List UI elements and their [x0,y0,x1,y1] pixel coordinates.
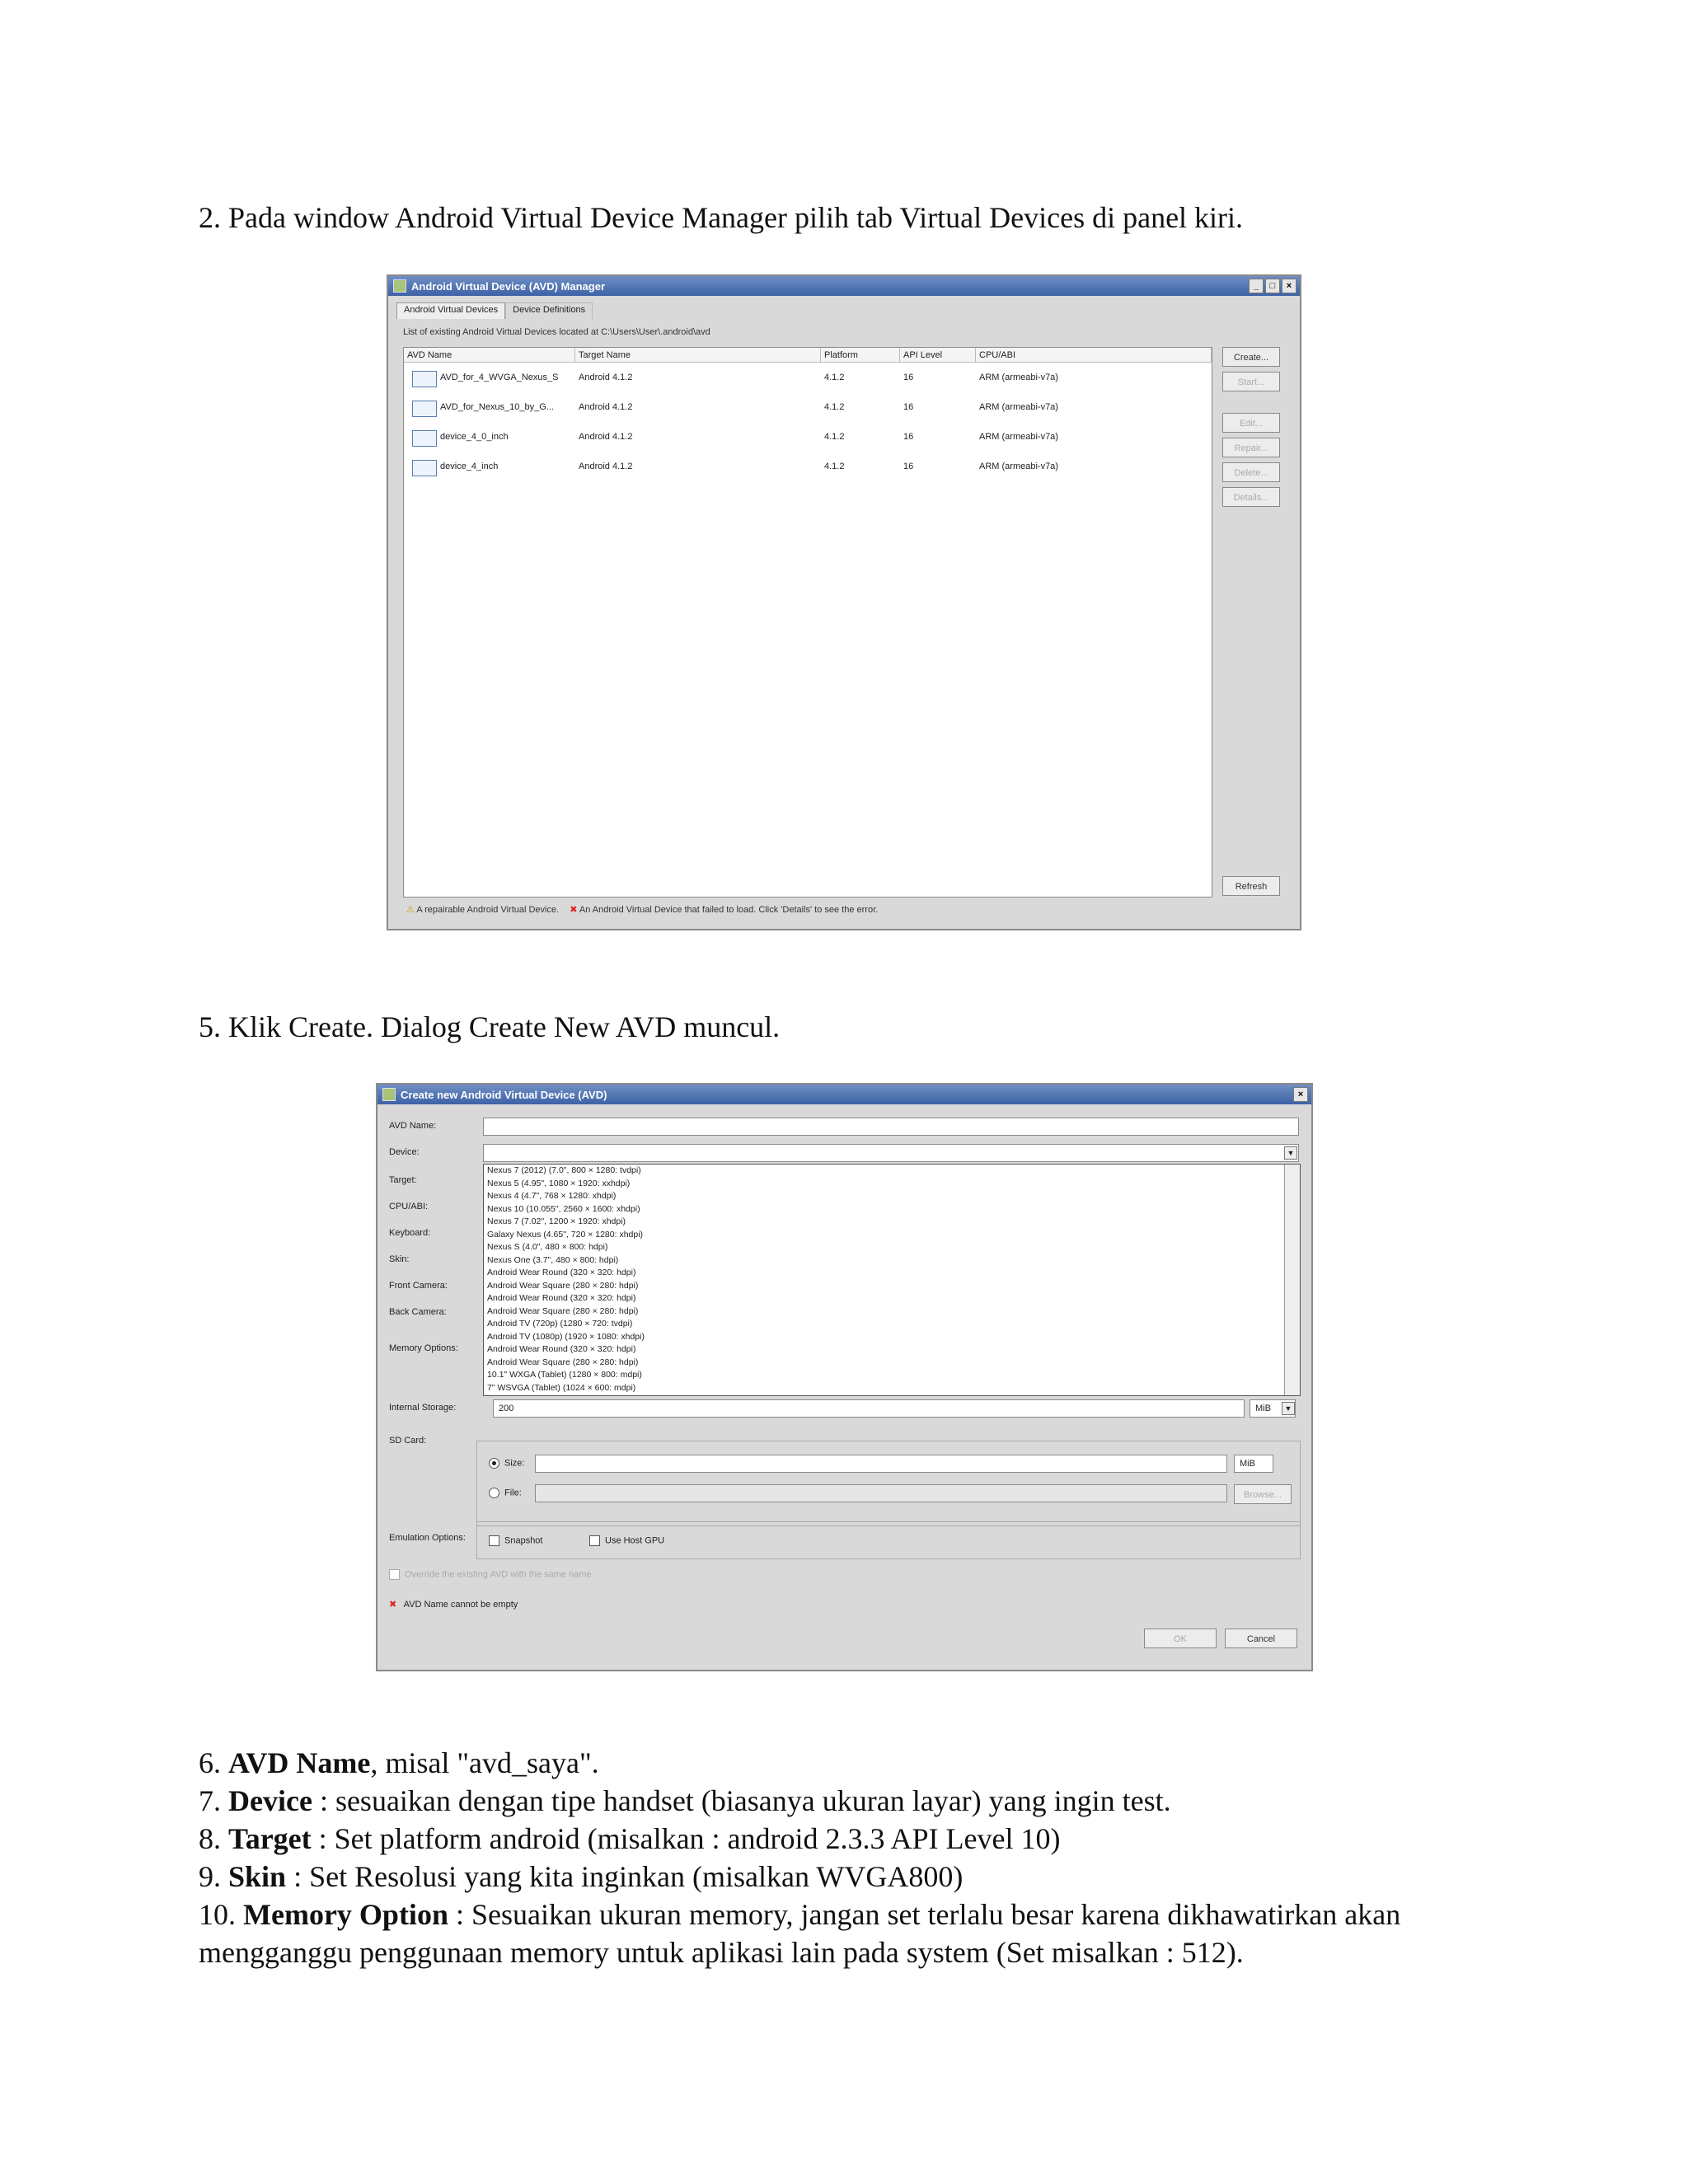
col-platform[interactable]: Platform [821,348,900,363]
browse-button[interactable]: Browse... [1234,1484,1292,1504]
avd-manager-window [387,274,1301,930]
device-icon [412,460,437,476]
avd-name-label: AVD Name: [389,1121,437,1131]
error-message: ✖ AVD Name cannot be empty [389,1600,518,1610]
chevron-down-icon[interactable]: ▼ [1282,1402,1295,1415]
memory-options-label: Memory Options: [389,1343,458,1353]
details-button[interactable]: Details... [1222,487,1280,507]
override-checkbox[interactable]: Override the existing AVD with the same name [389,1569,592,1580]
device-icon [412,371,437,387]
refresh-button[interactable]: Refresh [1222,876,1280,896]
list-item[interactable]: Nexus 7 (2012) (7.0", 800 × 1280: tvdpi) [487,1165,641,1175]
step-5-text: 5. Klik Create. Dialog Create New AVD muncul. [199,1010,781,1043]
emulation-options-label: Emulation Options: [389,1533,466,1543]
error-icon: ✖ [389,1600,397,1610]
close-icon[interactable]: × [1282,279,1296,293]
table-row[interactable]: AVD_for_4_WVGA_Nexus_S Android 4.1.2 4.1.2 16 ARM (armeabi-v7a) [404,364,1212,392]
delete-button[interactable]: Delete... [1222,462,1280,482]
internal-storage-unit-select[interactable]: MiB [1250,1399,1296,1418]
skin-label: Skin: [389,1254,410,1264]
device-icon [412,430,437,447]
list-item[interactable]: Android Wear Round (320 × 320: hdpi) [487,1293,636,1303]
cancel-button[interactable]: Cancel [1225,1629,1297,1648]
step-list [199,1744,1550,1971]
keyboard-label: Keyboard: [389,1228,431,1238]
checkbox-icon [389,1569,400,1580]
front-camera-label: Front Camera: [389,1281,448,1291]
table-row[interactable]: AVD_for_Nexus_10_by_G... Android 4.1.2 4.1.2 16 ARM (armeabi-v7a) [404,394,1212,422]
list-item[interactable]: Nexus 10 (10.055", 2560 × 1600: xhdpi) [487,1203,640,1214]
status-legend: ⚠ A repairable Android Virtual Device. ✖ An Android Virtual Device that failed to load. Click 'Details' to see the error. [406,905,879,915]
ok-button[interactable]: OK [1144,1629,1217,1648]
device-list-scrollbar[interactable] [1284,1165,1300,1395]
avd-table [403,347,1212,898]
error-icon: ✖ [570,905,578,915]
android-icon [393,279,406,293]
table-row[interactable]: device_4_0_inch Android 4.1.2 4.1.2 16 ARM (armeabi-v7a) [404,424,1212,452]
col-target-name[interactable]: Target Name [575,348,821,363]
create-avd-title: Create new Android Virtual Device (AVD) [401,1088,607,1101]
step-6: 6. AVD Name, misal "avd_saya". [199,1746,599,1779]
sd-size-unit-select[interactable]: MiB [1234,1455,1273,1473]
create-button[interactable]: Create... [1222,347,1280,367]
list-item[interactable]: Android Wear Square (280 × 280: hdpi) [487,1280,639,1291]
emulation-options-group [476,1521,1301,1559]
radio-icon [489,1488,499,1498]
tab-virtual-devices[interactable]: Android Virtual Devices [396,302,505,319]
maximize-icon[interactable]: □ [1265,279,1280,293]
list-item[interactable]: Android Wear Square (280 × 280: hdpi) [487,1357,639,1367]
device-icon [412,401,437,417]
edit-button[interactable]: Edit... [1222,413,1280,433]
sd-file-radio[interactable]: File: [489,1488,522,1498]
internal-storage-label: Internal Storage: [389,1403,457,1413]
android-icon [382,1088,396,1101]
col-avd-name[interactable]: AVD Name [404,348,575,363]
list-item[interactable]: Galaxy Nexus (4.65", 720 × 1280: xhdpi) [487,1229,644,1240]
list-item[interactable]: Android TV (720p) (1280 × 720: tvdpi) [487,1319,633,1329]
step-10: 10. Memory Option : Sesuaikan ukuran memory, jangan set terlalu besar karena dikhawatirkan akan mengganggu penggunaan memory untuk aplikasi lain pada system (Set misalkan : 512). [199,1898,1401,1969]
sd-card-label: SD Card: [389,1436,427,1446]
step-9: 9. Skin : Set Resolusi yang kita inginkan (misalkan WVGA800) [199,1860,964,1893]
device-select[interactable] [483,1144,1299,1162]
snapshot-checkbox[interactable]: Snapshot [489,1535,542,1546]
table-row[interactable]: device_4_inch Android 4.1.2 4.1.2 16 ARM (armeabi-v7a) [404,453,1212,481]
list-item[interactable]: Android Wear Square (280 × 280: hdpi) [487,1305,639,1316]
start-button[interactable]: Start... [1222,372,1280,391]
internal-storage-field[interactable]: 200 [493,1399,1245,1418]
avd-manager-title: Android Virtual Device (AVD) Manager [411,279,606,293]
step-8: 8. Target : Set platform android (misalkan : android 2.3.3 API Level 10) [199,1822,1061,1855]
list-item[interactable]: Nexus 4 (4.7", 768 × 1280: xhdpi) [487,1191,617,1201]
list-item[interactable]: Nexus S (4.0", 480 × 800: hdpi) [487,1242,608,1252]
radio-selected-icon [489,1458,499,1469]
col-cpu-abi[interactable]: CPU/ABI [976,348,1212,363]
sd-file-field[interactable] [535,1484,1227,1502]
device-label: Device: [389,1147,420,1157]
list-item[interactable]: Nexus 7 (7.02", 1200 × 1920: xhdpi) [487,1216,626,1226]
list-item[interactable]: Android Wear Round (320 × 320: hdpi) [487,1344,636,1354]
minimize-icon[interactable]: _ [1249,279,1264,293]
chevron-down-icon[interactable]: ▼ [1284,1146,1297,1160]
checkbox-icon [589,1535,600,1546]
sd-size-radio[interactable]: Size: [489,1458,524,1469]
col-api-level[interactable]: API Level [900,348,976,363]
avd-location-text: List of existing Android Virtual Devices located at C:\Users\User\.android\avd [403,327,710,337]
close-icon[interactable]: × [1293,1087,1308,1102]
use-host-gpu-checkbox[interactable]: Use Host GPU [589,1535,664,1546]
create-avd-dialog [376,1083,1313,1671]
list-item[interactable]: 10.1" WXGA (Tablet) (1280 × 800: mdpi) [487,1370,642,1380]
list-item[interactable]: Android Wear Round (320 × 320: hdpi) [487,1268,636,1277]
create-avd-titlebar [377,1085,1311,1104]
list-item[interactable]: 7" WSVGA (Tablet) (1024 × 600: mdpi) [487,1382,636,1393]
checkbox-icon [489,1535,499,1546]
avd-manager-titlebar [388,276,1300,296]
step-7: 7. Device : sesuaikan dengan tipe handset (biasanya ukuran layar) yang ingin test. [199,1784,1171,1817]
device-dropdown-list[interactable] [483,1164,1301,1396]
step-2-text: 2. Pada window Android Virtual Device Manager pilih tab Virtual Devices di panel kiri. [199,201,1244,234]
target-label: Target: [389,1175,417,1185]
tab-device-definitions[interactable]: Device Definitions [505,302,593,319]
cpu-abi-label: CPU/ABI: [389,1202,429,1212]
sd-card-group [476,1441,1301,1526]
back-camera-label: Back Camera: [389,1307,447,1317]
repair-button[interactable]: Repair... [1222,438,1280,457]
list-item[interactable]: Nexus 5 (4.95", 1080 × 1920: xxhdpi) [487,1178,631,1188]
avd-name-field[interactable] [483,1118,1299,1136]
sd-size-field[interactable] [535,1455,1227,1473]
warning-icon: ⚠ [406,905,415,915]
list-item[interactable]: Android TV (1080p) (1920 × 1080: xhdpi) [487,1331,645,1342]
list-item[interactable]: Nexus One (3.7", 480 × 800: hdpi) [487,1254,619,1265]
